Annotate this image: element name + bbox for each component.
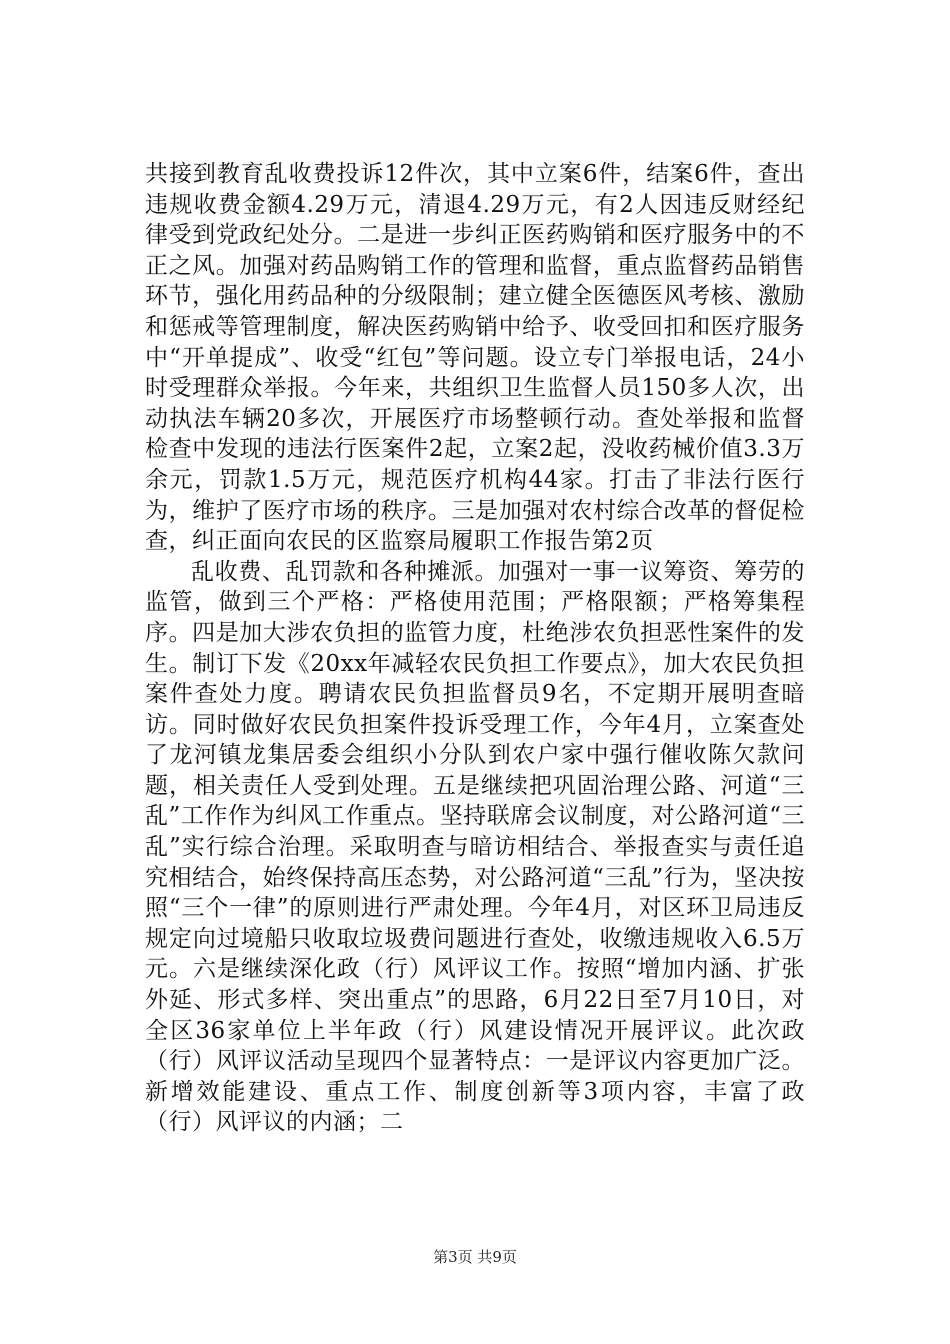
paragraph-2: 乱收费、乱罚款和各种摊派。加强对一事一议筹资、筹劳的监管，做到三个严格：严格使用范围；严格限额；严格筹集程序。四是加大涉农负担的监管力度，杜绝涉农负担恶性案件的发生。制订下发《20xx年减轻农民负担工作要点》，加大农民负担案件查处力度。聘请农民负担监督员9名，不定期开展明查暗访。同时做好农民负担案件投诉受理工作，今年4月，立案查处了龙河镇龙集居委会组织小分队到农户家中强行催收陈欠款问题，相关责任人受到处理。五是继续把巩固治理公路、河道“三乱”工作作为纠风工作重点。坚持联席会议制度，对公路河道“三乱”实行综合治理。采取明查与暗访相结合、举报查实与责任追究相结合，始终保持高压态势，对公路河道“三乱”行为，坚决按照“三个一律”的原则进行严肃处理。今年4月，对区环卫局违反规定向过境船只收取垃圾费问题进行查处，收缴违规收入6.5万元。六是继续深化政（行）风评议工作。按照“增加内涵、扩张外延、形式多样、突出重点”的思路，6月22日至7月10日，对全区36家单位上半年政（行）风建设情况开展评议。此次政（行）风评议活动呈现四个显著特点：一是评议内容更加广泛。新增效能建设、重点工作、制度创新等3项内容，丰富了政（行）风评议的内涵；二	[145, 558, 805, 1136]
page-footer: 第3页 共9页	[433, 1248, 517, 1266]
document-body	[145, 159, 805, 1138]
paragraph-1: 共接到教育乱收费投诉12件次，其中立案6件，结案6件，查出违规收费金额4.29万元，清退4.29万元，有2人因违反财经纪律受到党政纪处分。二是进一步纠正医药购销和医疗服务中的不正之风。加强对药品购销工作的管理和监督，重点监督药品销售环节，强化用药品种的分级限制；建立健全医德医风考核、激励和惩戒等管理制度，解决医药购销中给予、收受回扣和医疗服务中“开单提成”、收受“红包”等问题。设立专门举报电话，24小时受理群众举报。今年来，共组织卫生监督人员150多人次，出动执法车辆20多次，开展医疗市场整顿行动。查处举报和监督检查中发现的违法行医案件2起，立案2起，没收药械价值3.3万余元，罚款1.5万元，规范医疗机构44家。打击了非法行医行为，维护了医疗市场的秩序。三是加强对农村综合改革的督促检查，纠正面向农民的区监察局履职工作报告第2页	[145, 161, 805, 555]
